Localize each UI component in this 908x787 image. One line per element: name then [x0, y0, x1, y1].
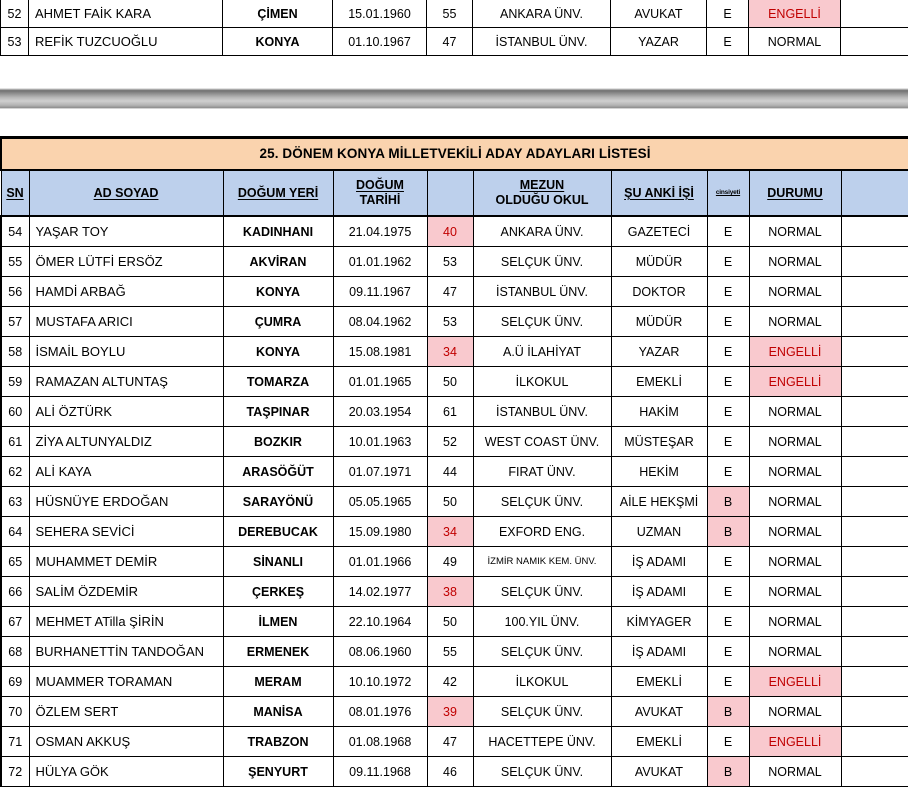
cell-status: NORMAL: [749, 216, 841, 247]
cell-sn: 63: [1, 487, 29, 517]
table-row: [1, 0, 908, 28]
cell-status: NORMAL: [749, 607, 841, 637]
table-row: [1, 577, 908, 607]
table-row: [1, 427, 908, 457]
cell-gender: E: [707, 607, 749, 637]
cell-job: İŞ ADAMI: [611, 547, 707, 577]
table-row: [1, 397, 908, 427]
cell-extra: [841, 667, 908, 697]
cell-age: 39: [427, 697, 473, 727]
cell-birthdate: 08.01.1976: [333, 697, 427, 727]
table-row: [1, 247, 908, 277]
fragment-table: [0, 0, 908, 56]
cell-gender: E: [707, 457, 749, 487]
cell-age: 55: [427, 0, 473, 28]
cell-status: ENGELLİ: [749, 727, 841, 757]
cell-extra: [841, 517, 908, 547]
cell-age: 38: [427, 577, 473, 607]
cell-name: RAMAZAN ALTUNTAŞ: [29, 367, 223, 397]
cell-sn: 55: [1, 247, 29, 277]
cell-extra: [841, 607, 908, 637]
column-header-job-label: ŞU ANKİ İŞİ: [624, 186, 694, 200]
column-header-school-line2: OLDUĞU OKUL: [474, 193, 611, 208]
column-header-birthdate-line2: TARİHİ: [334, 193, 427, 208]
cell-gender: E: [707, 277, 749, 307]
cell-birthdate: 15.09.1980: [333, 517, 427, 547]
cell-birthplace: MANİSA: [223, 697, 333, 727]
cell-sn: 53: [1, 28, 29, 56]
cell-gender: E: [707, 577, 749, 607]
cell-birthplace: MERAM: [223, 667, 333, 697]
cell-job: MÜSTEŞAR: [611, 427, 707, 457]
column-header-status-label: DURUMU: [767, 186, 823, 200]
table-row: [1, 667, 908, 697]
cell-age: 50: [427, 487, 473, 517]
cell-age: 53: [427, 307, 473, 337]
cell-sn: 56: [1, 277, 29, 307]
cell-birthplace: TAŞPINAR: [223, 397, 333, 427]
column-header-name-label: AD SOYAD: [94, 186, 159, 200]
candidate-list-table-block: [0, 136, 908, 787]
page-break-separator: [0, 88, 908, 109]
table-row: [1, 727, 908, 757]
cell-birthdate: 09.11.1967: [333, 277, 427, 307]
cell-extra: [841, 637, 908, 667]
cell-age: 44: [427, 457, 473, 487]
cell-status: ENGELLİ: [749, 667, 841, 697]
cell-sn: 58: [1, 337, 29, 367]
cell-job: İŞ ADAMI: [611, 577, 707, 607]
cell-sn: 71: [1, 727, 29, 757]
column-header-name: [29, 170, 223, 216]
cell-extra: [841, 757, 908, 787]
cell-birthdate: 05.05.1965: [333, 487, 427, 517]
cell-birthdate: 01.07.1971: [333, 457, 427, 487]
cell-birthplace: SİNANLI: [223, 547, 333, 577]
cell-school: SELÇUK ÜNV.: [473, 247, 611, 277]
cell-birthplace: KONYA: [223, 277, 333, 307]
cell-gender: E: [707, 0, 749, 28]
cell-school: SELÇUK ÜNV.: [473, 697, 611, 727]
cell-age: 61: [427, 397, 473, 427]
cell-school: SELÇUK ÜNV.: [473, 637, 611, 667]
cell-name: BURHANETTİN TANDOĞAN: [29, 637, 223, 667]
table-row: [1, 517, 908, 547]
cell-job: MÜDÜR: [611, 247, 707, 277]
table-row: [1, 28, 908, 56]
cell-school: SELÇUK ÜNV.: [473, 577, 611, 607]
cell-birthplace: ÇERKEŞ: [223, 577, 333, 607]
column-header-extra: [841, 170, 908, 216]
cell-sn: 66: [1, 577, 29, 607]
cell-status: ENGELLİ: [749, 0, 841, 28]
cell-name: OSMAN AKKUŞ: [29, 727, 223, 757]
cell-sn: 67: [1, 607, 29, 637]
cell-birthplace: ŞENYURT: [223, 757, 333, 787]
cell-gender: E: [707, 397, 749, 427]
table-row: [1, 216, 908, 247]
cell-name: ÖZLEM SERT: [29, 697, 223, 727]
cell-birthplace: SARAYÖNÜ: [223, 487, 333, 517]
cell-extra: [841, 28, 908, 56]
cell-name: REFİK TUZCUOĞLU: [29, 28, 223, 56]
cell-gender: E: [707, 28, 749, 56]
column-header-sn-label: SN: [6, 186, 23, 200]
cell-name: SALİM ÖZDEMİR: [29, 577, 223, 607]
cell-name: ÖMER LÜTFİ ERSÖZ: [29, 247, 223, 277]
cell-name: YAŞAR TOY: [29, 216, 223, 247]
table-row: [1, 637, 908, 667]
cell-job: İŞ ADAMI: [611, 637, 707, 667]
cell-job: UZMAN: [611, 517, 707, 547]
table-row: [1, 277, 908, 307]
cell-birthplace: DEREBUCAK: [223, 517, 333, 547]
cell-name: MEHMET ATilla ŞİRİN: [29, 607, 223, 637]
cell-sn: 59: [1, 367, 29, 397]
cell-name: MUSTAFA ARICI: [29, 307, 223, 337]
cell-age: 55: [427, 637, 473, 667]
cell-birthdate: 21.04.1975: [333, 216, 427, 247]
table-row: [1, 757, 908, 787]
cell-school: ANKARA ÜNV.: [473, 216, 611, 247]
cell-job: HEKİM: [611, 457, 707, 487]
cell-school: ANKARA ÜNV.: [473, 0, 611, 28]
cell-school: İLKOKUL: [473, 367, 611, 397]
cell-name: AHMET FAİK KARA: [29, 0, 223, 28]
cell-extra: [841, 0, 908, 28]
cell-birthdate: 22.10.1964: [333, 607, 427, 637]
cell-extra: [841, 397, 908, 427]
cell-birthplace: ÇUMRA: [223, 307, 333, 337]
table-title-row: [1, 138, 908, 171]
cell-name: ZİYA ALTUNYALDIZ: [29, 427, 223, 457]
cell-status: NORMAL: [749, 697, 841, 727]
cell-age: 47: [427, 277, 473, 307]
cell-age: 46: [427, 757, 473, 787]
cell-status: NORMAL: [749, 397, 841, 427]
cell-name: ALİ KAYA: [29, 457, 223, 487]
cell-name: MUHAMMET DEMİR: [29, 547, 223, 577]
cell-job: EMEKLİ: [611, 727, 707, 757]
cell-gender: E: [707, 727, 749, 757]
table-row: [1, 367, 908, 397]
column-header-job: [611, 170, 707, 216]
cell-job: YAZAR: [611, 337, 707, 367]
cell-school: SELÇUK ÜNV.: [473, 757, 611, 787]
cell-school: İSTANBUL ÜNV.: [473, 277, 611, 307]
cell-age: 49: [427, 547, 473, 577]
cell-status: NORMAL: [749, 427, 841, 457]
column-header-sn: [1, 170, 29, 216]
column-header-school-line1: MEZUN: [474, 178, 611, 193]
column-header-birthplace: [223, 170, 333, 216]
cell-sn: 60: [1, 397, 29, 427]
cell-status: NORMAL: [749, 517, 841, 547]
cell-birthdate: 20.03.1954: [333, 397, 427, 427]
cell-name: ALİ ÖZTÜRK: [29, 397, 223, 427]
cell-birthdate: 01.01.1965: [333, 367, 427, 397]
column-header-school: [473, 170, 611, 216]
cell-age: 50: [427, 607, 473, 637]
column-header-birthdate-line1: DOĞUM: [334, 178, 427, 193]
cell-birthplace: KONYA: [223, 28, 333, 56]
column-header-birthdate: [333, 170, 427, 216]
cell-sn: 52: [1, 0, 29, 28]
cell-extra: [841, 277, 908, 307]
cell-age: 52: [427, 427, 473, 457]
cell-birthplace: ÇİMEN: [223, 0, 333, 28]
cell-birthdate: 01.10.1967: [333, 28, 427, 56]
cell-status: NORMAL: [749, 277, 841, 307]
cell-gender: E: [707, 307, 749, 337]
cell-birthdate: 14.02.1977: [333, 577, 427, 607]
cell-sn: 64: [1, 517, 29, 547]
page-title: 25. DÖNEM KONYA MİLLETVEKİLİ ADAY ADAYLARI LİSTESİ: [1, 138, 908, 171]
cell-gender: B: [707, 487, 749, 517]
cell-birthplace: TOMARZA: [223, 367, 333, 397]
cell-school: İSTANBUL ÜNV.: [473, 28, 611, 56]
cell-age: 47: [427, 727, 473, 757]
cell-status: NORMAL: [749, 577, 841, 607]
cell-gender: B: [707, 697, 749, 727]
cell-status: ENGELLİ: [749, 337, 841, 367]
cell-gender: E: [707, 247, 749, 277]
cell-birthplace: KONYA: [223, 337, 333, 367]
cell-birthdate: 08.04.1962: [333, 307, 427, 337]
cell-name: HÜLYA GÖK: [29, 757, 223, 787]
cell-school: İLKOKUL: [473, 667, 611, 697]
cell-school: 100.YIL ÜNV.: [473, 607, 611, 637]
cell-school: FIRAT ÜNV.: [473, 457, 611, 487]
cell-status: NORMAL: [749, 547, 841, 577]
cell-status: NORMAL: [749, 28, 841, 56]
cell-gender: E: [707, 547, 749, 577]
cell-job: AİLE HEKŞMİ: [611, 487, 707, 517]
cell-job: KİMYAGER: [611, 607, 707, 637]
cell-status: NORMAL: [749, 757, 841, 787]
cell-status: ENGELLİ: [749, 367, 841, 397]
cell-job: HAKİM: [611, 397, 707, 427]
cell-birthdate: 15.08.1981: [333, 337, 427, 367]
cell-gender: E: [707, 667, 749, 697]
cell-school: İZMİR NAMIK KEM. ÜNV.: [473, 547, 611, 577]
cell-school: WEST COAST ÜNV.: [473, 427, 611, 457]
cell-sn: 69: [1, 667, 29, 697]
cell-name: HAMDİ ARBAĞ: [29, 277, 223, 307]
cell-birthdate: 10.01.1963: [333, 427, 427, 457]
cell-age: 47: [427, 28, 473, 56]
cell-birthdate: 01.01.1962: [333, 247, 427, 277]
cell-extra: [841, 216, 908, 247]
table-row: [1, 457, 908, 487]
cell-birthdate: 15.01.1960: [333, 0, 427, 28]
cell-extra: [841, 697, 908, 727]
table-row: [1, 697, 908, 727]
cell-birthdate: 08.06.1960: [333, 637, 427, 667]
cell-gender: E: [707, 367, 749, 397]
cell-extra: [841, 427, 908, 457]
cell-job: AVUKAT: [611, 697, 707, 727]
cell-job: GAZETECİ: [611, 216, 707, 247]
table-row: [1, 487, 908, 517]
cell-sn: 68: [1, 637, 29, 667]
cell-school: EXFORD ENG.: [473, 517, 611, 547]
cell-sn: 62: [1, 457, 29, 487]
cell-gender: E: [707, 337, 749, 367]
cell-job: MÜDÜR: [611, 307, 707, 337]
cell-status: NORMAL: [749, 637, 841, 667]
cell-birthplace: İLMEN: [223, 607, 333, 637]
cell-status: NORMAL: [749, 487, 841, 517]
cell-school: SELÇUK ÜNV.: [473, 307, 611, 337]
table-header-row: [1, 170, 908, 216]
cell-birthdate: 01.08.1968: [333, 727, 427, 757]
cell-name: SEHERA SEVİCİ: [29, 517, 223, 547]
cell-school: A.Ü İLAHİYAT: [473, 337, 611, 367]
cell-birthplace: BOZKIR: [223, 427, 333, 457]
cell-gender: E: [707, 216, 749, 247]
cell-job: YAZAR: [611, 28, 707, 56]
cell-birthdate: 10.10.1972: [333, 667, 427, 697]
cell-age: 34: [427, 337, 473, 367]
table-row: [1, 607, 908, 637]
cell-age: 53: [427, 247, 473, 277]
cell-status: NORMAL: [749, 307, 841, 337]
cell-birthdate: 09.11.1968: [333, 757, 427, 787]
cell-birthplace: KADINHANI: [223, 216, 333, 247]
cell-status: NORMAL: [749, 247, 841, 277]
cell-age: 40: [427, 216, 473, 247]
cell-sn: 72: [1, 757, 29, 787]
cell-sn: 54: [1, 216, 29, 247]
cell-birthplace: ERMENEK: [223, 637, 333, 667]
cell-job: EMEKLİ: [611, 367, 707, 397]
cell-age: 50: [427, 367, 473, 397]
cell-extra: [841, 367, 908, 397]
cell-job: EMEKLİ: [611, 667, 707, 697]
cell-extra: [841, 577, 908, 607]
cell-birthplace: TRABZON: [223, 727, 333, 757]
cell-extra: [841, 337, 908, 367]
column-header-gender: cinsiyeti: [707, 170, 749, 216]
cell-sn: 65: [1, 547, 29, 577]
cell-gender: B: [707, 517, 749, 547]
cell-school: HACETTEPE ÜNV.: [473, 727, 611, 757]
cell-gender: E: [707, 637, 749, 667]
cell-age: 34: [427, 517, 473, 547]
column-header-age: [427, 170, 473, 216]
cell-extra: [841, 547, 908, 577]
column-header-status: [749, 170, 841, 216]
cell-name: HÜSNÜYE ERDOĞAN: [29, 487, 223, 517]
cell-extra: [841, 487, 908, 517]
cell-school: SELÇUK ÜNV.: [473, 487, 611, 517]
cell-extra: [841, 247, 908, 277]
cell-extra: [841, 727, 908, 757]
cell-age: 42: [427, 667, 473, 697]
cell-status: NORMAL: [749, 457, 841, 487]
cell-gender: B: [707, 757, 749, 787]
cell-job: DOKTOR: [611, 277, 707, 307]
previous-page-table-fragment: [0, 0, 908, 56]
cell-school: İSTANBUL ÜNV.: [473, 397, 611, 427]
cell-sn: 61: [1, 427, 29, 457]
table-row: [1, 547, 908, 577]
candidate-list-table: [0, 136, 908, 787]
cell-birthplace: AKVİRAN: [223, 247, 333, 277]
cell-gender: E: [707, 427, 749, 457]
cell-job: AVUKAT: [611, 757, 707, 787]
cell-extra: [841, 457, 908, 487]
table-row: [1, 337, 908, 367]
cell-birthdate: 01.01.1966: [333, 547, 427, 577]
cell-name: İSMAİL BOYLU: [29, 337, 223, 367]
cell-name: MUAMMER TORAMAN: [29, 667, 223, 697]
cell-extra: [841, 307, 908, 337]
cell-sn: 70: [1, 697, 29, 727]
table-row: [1, 307, 908, 337]
cell-sn: 57: [1, 307, 29, 337]
cell-job: AVUKAT: [611, 0, 707, 28]
cell-birthplace: ARASÖĞÜT: [223, 457, 333, 487]
column-header-birthplace-label: DOĞUM YERİ: [238, 186, 318, 200]
